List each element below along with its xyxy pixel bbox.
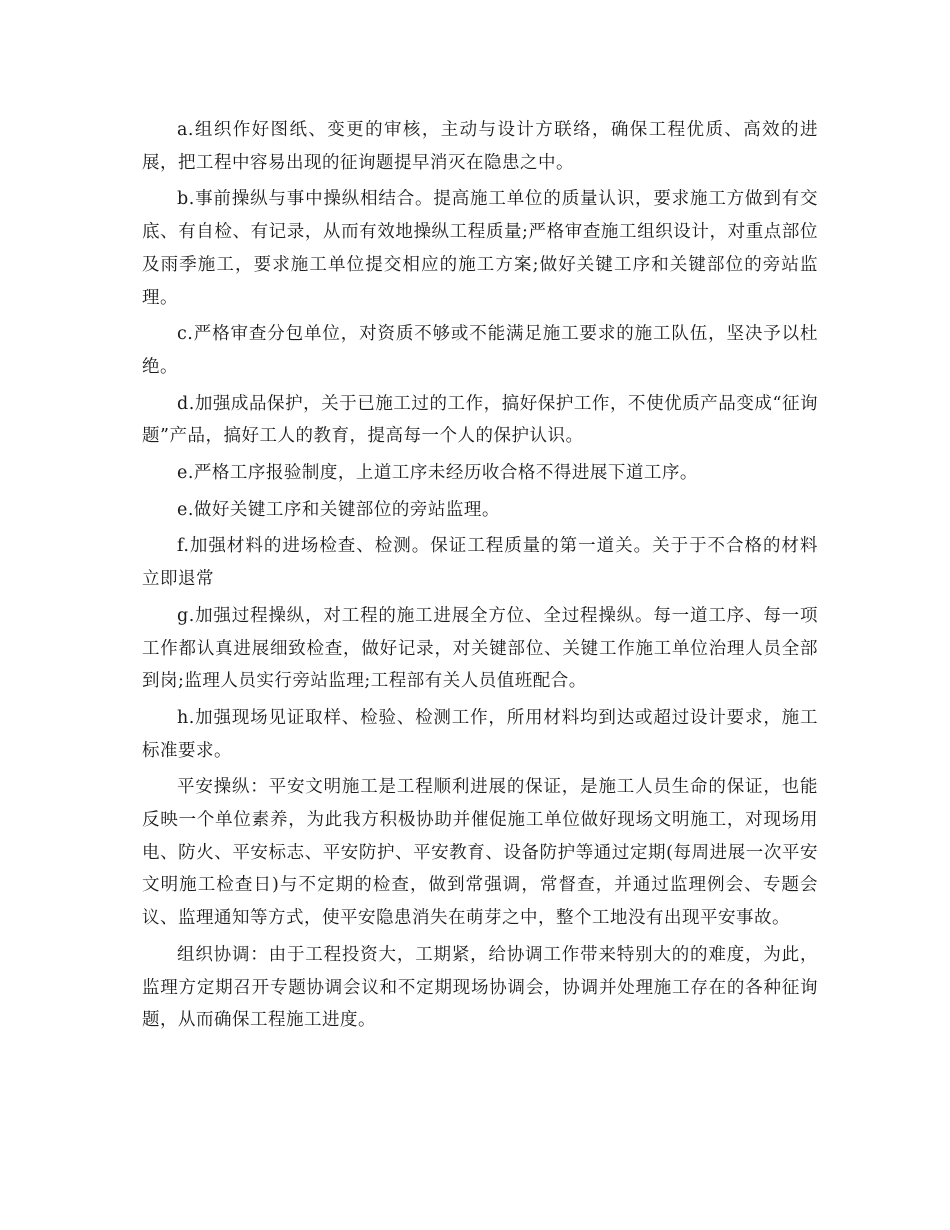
- paragraph-c: c.严格审查分包单位，对资质不够或不能满足施工要求的施工队伍，坚决予以杜绝。: [142, 324, 818, 377]
- paragraph-f: f.加强材料的进场检查、检测。保证工程质量的第一道关。关于于不合格的材料立即退常: [142, 536, 818, 590]
- paragraph-b: b.事前操纵与事中操纵相结合。提高施工单位的质量认识，要求施工方做到有交底、有自检、有记录，从而有效地操纵工程质量;严格审查施工组织设计，对重点部位及雨季施工，要求施工单位提交相应的施工方案;做好关键工序和关键部位的旁站监理。: [142, 189, 818, 308]
- paragraph-coordination: 组织协调：由于工程投资大，工期紧，给协调工作带来特别大的的难度，为此，监理方定期召开专题协调会议和不定期现场协调会，协调并处理施工存在的各种征询题，从而确保工程施工进度。: [142, 944, 818, 1031]
- paragraph-g: g.加强过程操纵，对工程的施工进展全方位、全过程操纵。每一道工序、每一项工作都认真进展细致检查，做好记录，对关键部位、关键工作施工单位治理人员全部到岗;监理人员实行旁站监理;工程部有关人员值班配合。: [142, 605, 818, 692]
- paragraph-d: d.加强成品保护，关于已施工过的工作，搞好保护工作，不使优质产品变成“征询题”产品，搞好工人的教育，提高每一个人的保护认识。: [142, 393, 818, 447]
- paragraph-safety-control: 平安操纵：平安文明施工是工程顺利进展的保证，是施工人员生命的保证，也能反映一个单位素养，为此我方积极协助并催促施工单位做好现场文明施工，对现场用电、防火、平安标志、平安防护、平安教育、设备防护等通过定期(每周进展一次平安文明施工检查日)与不定期的检查，做到常强调，常督查，并通过监理例会、专题会议、监理通知等方式，使平安隐患消失在萌芽之中，整个工地没有出现平安事故。: [142, 777, 818, 929]
- paragraph-e2: e.做好关键工序和关键部位的旁站监理。: [177, 499, 500, 520]
- paragraph-h: h.加强现场见证取样、检验、检测工作，所用材料均到达或超过设计要求，施工标准要求。: [142, 707, 818, 761]
- paragraph-e1: e.严格工序报验制度，上道工序未经历收合格不得进展下道工序。: [177, 463, 698, 484]
- document-body: [142, 114, 818, 1041]
- paragraph-a: a.组织作好图纸、变更的审核，主动与设计方联络，确保工程优质、高效的进展，把工程中容易出现的征询题提早消灭在隐患之中。: [142, 120, 818, 173]
